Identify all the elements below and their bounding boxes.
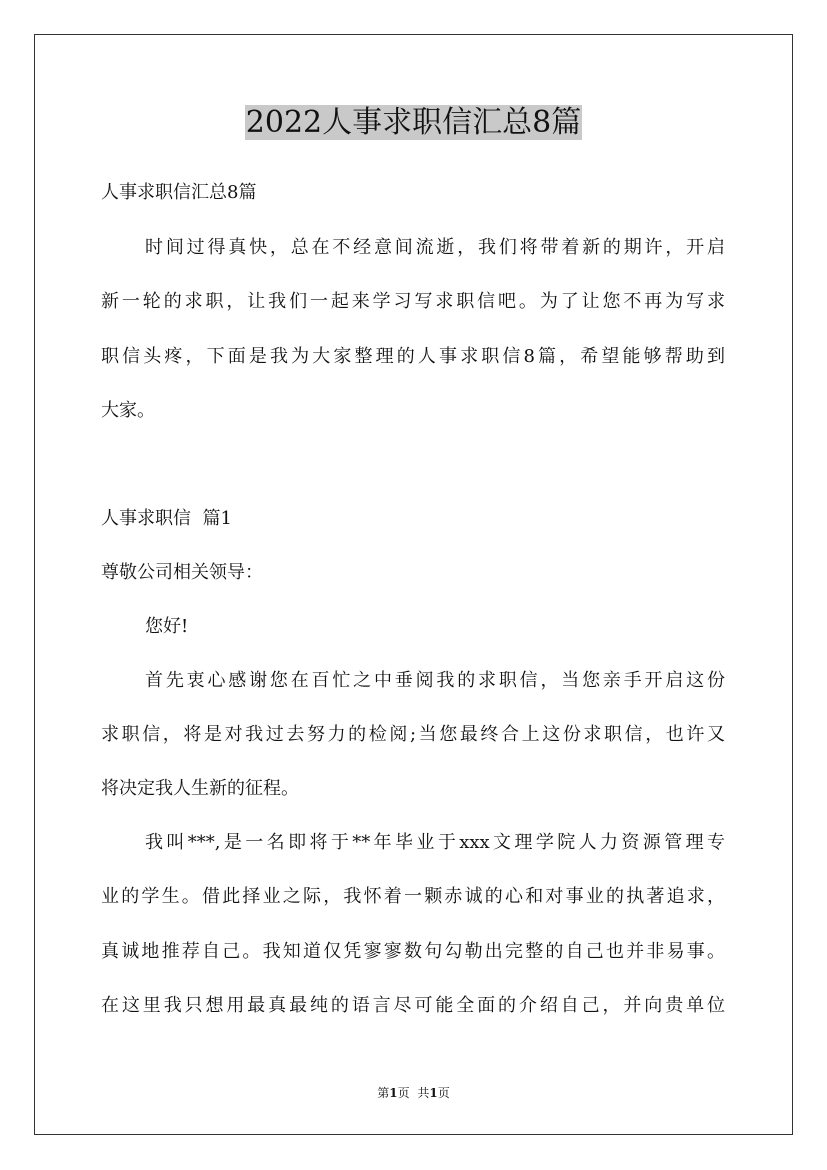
footer-total-pages: 1 <box>429 1086 438 1100</box>
footer-total-prefix: 共 <box>417 1086 430 1100</box>
document-subtitle: 人事求职信汇总8篇 <box>101 182 257 203</box>
page-footer <box>0 1085 827 1101</box>
intro-line-1: 时间过得真快，总在不经意间流逝，我们将带着新的期许，开启 <box>145 237 725 258</box>
footer-total-suffix: 页 <box>437 1086 450 1100</box>
para1-line-3: 将决定我人生新的征程。 <box>101 778 299 799</box>
greeting: 您好! <box>145 616 189 637</box>
salutation: 尊敬公司相关领导： <box>101 562 263 583</box>
para1-line-2: 求职信，将是对我过去努力的检阅;当您最终合上这份求职信，也许又 <box>101 724 725 745</box>
intro-line-3: 职信头疼，下面是我为大家整理的人事求职信8篇，希望能够帮助到 <box>101 346 725 367</box>
intro-line-2: 新一轮的求职，让我们一起来学习写求职信吧。为了让您不再为写求 <box>101 291 725 312</box>
para1-line-1: 首先衷心感谢您在百忙之中垂阅我的求职信，当您亲手开启这份 <box>145 670 725 691</box>
footer-page-number: 1 <box>389 1086 398 1100</box>
footer-prefix: 第 <box>377 1086 390 1100</box>
intro-line-4: 大家。 <box>101 400 155 421</box>
section-heading: 人事求职信 篇1 <box>101 508 232 529</box>
para2-line-1: 我叫***,是一名即将于**年毕业于xxx文理学院人力资源管理专 <box>145 832 725 853</box>
document-title <box>0 103 827 143</box>
para2-line-4: 在这里我只想用最真最纯的语言尽可能全面的介绍自己，并向贵单位 <box>101 995 725 1016</box>
footer-page-suffix: 页 <box>397 1086 410 1100</box>
para2-line-3: 真诚地推荐自己。我知道仅凭寥寥数句勾勒出完整的自己也并非易事。 <box>101 941 725 962</box>
para2-line-2: 业的学生。借此择业之际，我怀着一颗赤诚的心和对事业的执著追求， <box>101 886 725 907</box>
document-title-text: 2022人事求职信汇总8篇 <box>245 105 582 140</box>
